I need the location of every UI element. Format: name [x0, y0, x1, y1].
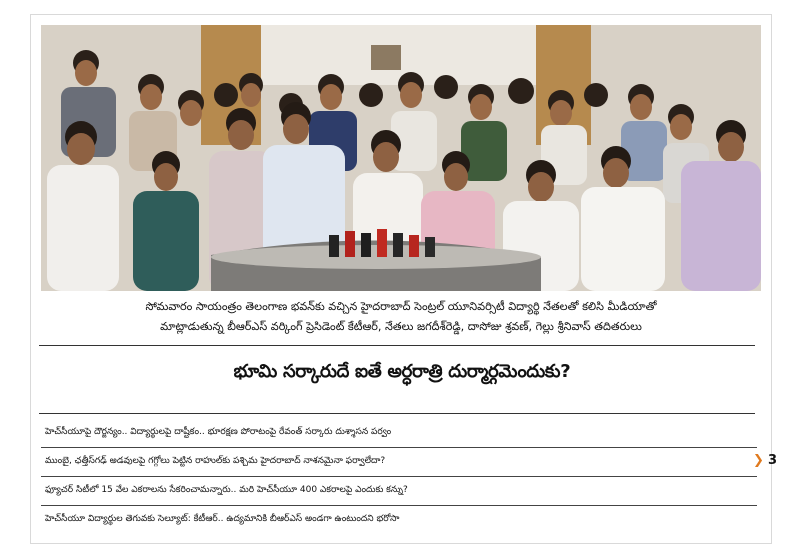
- sub-point-4: [41, 506, 757, 534]
- newspaper-clipping: [30, 14, 777, 544]
- sub-point-2: [41, 448, 777, 477]
- sub-point-text: హెచ్‌సీయూపై దౌర్జన్యం.. విద్యార్థులపై దాష్టీకం.. భూరక్షణ పోరాటంపై రేవంత్ సర్కారు దుశ్శాసన పర్వం: [45, 427, 392, 437]
- sub-point-3: [41, 477, 757, 506]
- photo-caption: [51, 297, 751, 337]
- sub-point-1: [41, 419, 757, 448]
- chevron-right-icon: ❯: [753, 453, 764, 468]
- photo-illustration: [41, 25, 761, 291]
- sub-point-text: ఫ్యూచర్ సిటీలో 15 వేల ఎకరాలను సేకరించామన్నారు.. మరి హెచ్‌సీయూ 400 ఎకరాలపై ఎందుకు కన్ను?: [45, 485, 408, 495]
- sub-point-text: హెచ్‌సీయూ విద్యార్థుల తెగువకు సెల్యూట్: కేటీఆర్.. ఉద్యమానికి బీఆర్ఎస్ అండగా ఉంటుందని భరోసా: [45, 514, 400, 524]
- sub-points: [41, 419, 777, 534]
- caption-line-2: మాట్లాడుతున్న బీఆర్ఎస్ వర్కింగ్ ప్రెసిడెంట్ కేటీఆర్, నేతలు జగదీశ్‌రెడ్డి, దాసోజు శ్రవణ్, గెల్లు శ్రీనివాస్ తదితరులు: [160, 320, 642, 333]
- press-meet-photo: [41, 25, 761, 291]
- page-reference: [753, 448, 777, 474]
- page-reference-number: 3: [767, 453, 777, 468]
- headline: భూమి సర్కారుదే ఐతే అర్ధరాత్రి దుర్మార్గమెందుకు?: [233, 361, 571, 382]
- caption-line-1: సోమవారం సాయంత్రం తెలంగాణ భవన్‌కు వచ్చిన హైదరాబాద్ సెంట్రల్ యూనివర్సిటీ విద్యార్థి నేతలతో కలిసి మీడియాతో: [145, 300, 657, 313]
- sub-point-text: ముంబై, ఛత్తీస్‌గఢ్ అడవులపై గగ్గోలు పెట్టిన రాహుల్‌కు పశ్చిమ హైదరాబాద్ నాశనమైనా ఫర్వాలేదా?: [45, 456, 386, 466]
- headline-top-rule: [39, 345, 755, 346]
- headline-bottom-rule: [39, 413, 755, 414]
